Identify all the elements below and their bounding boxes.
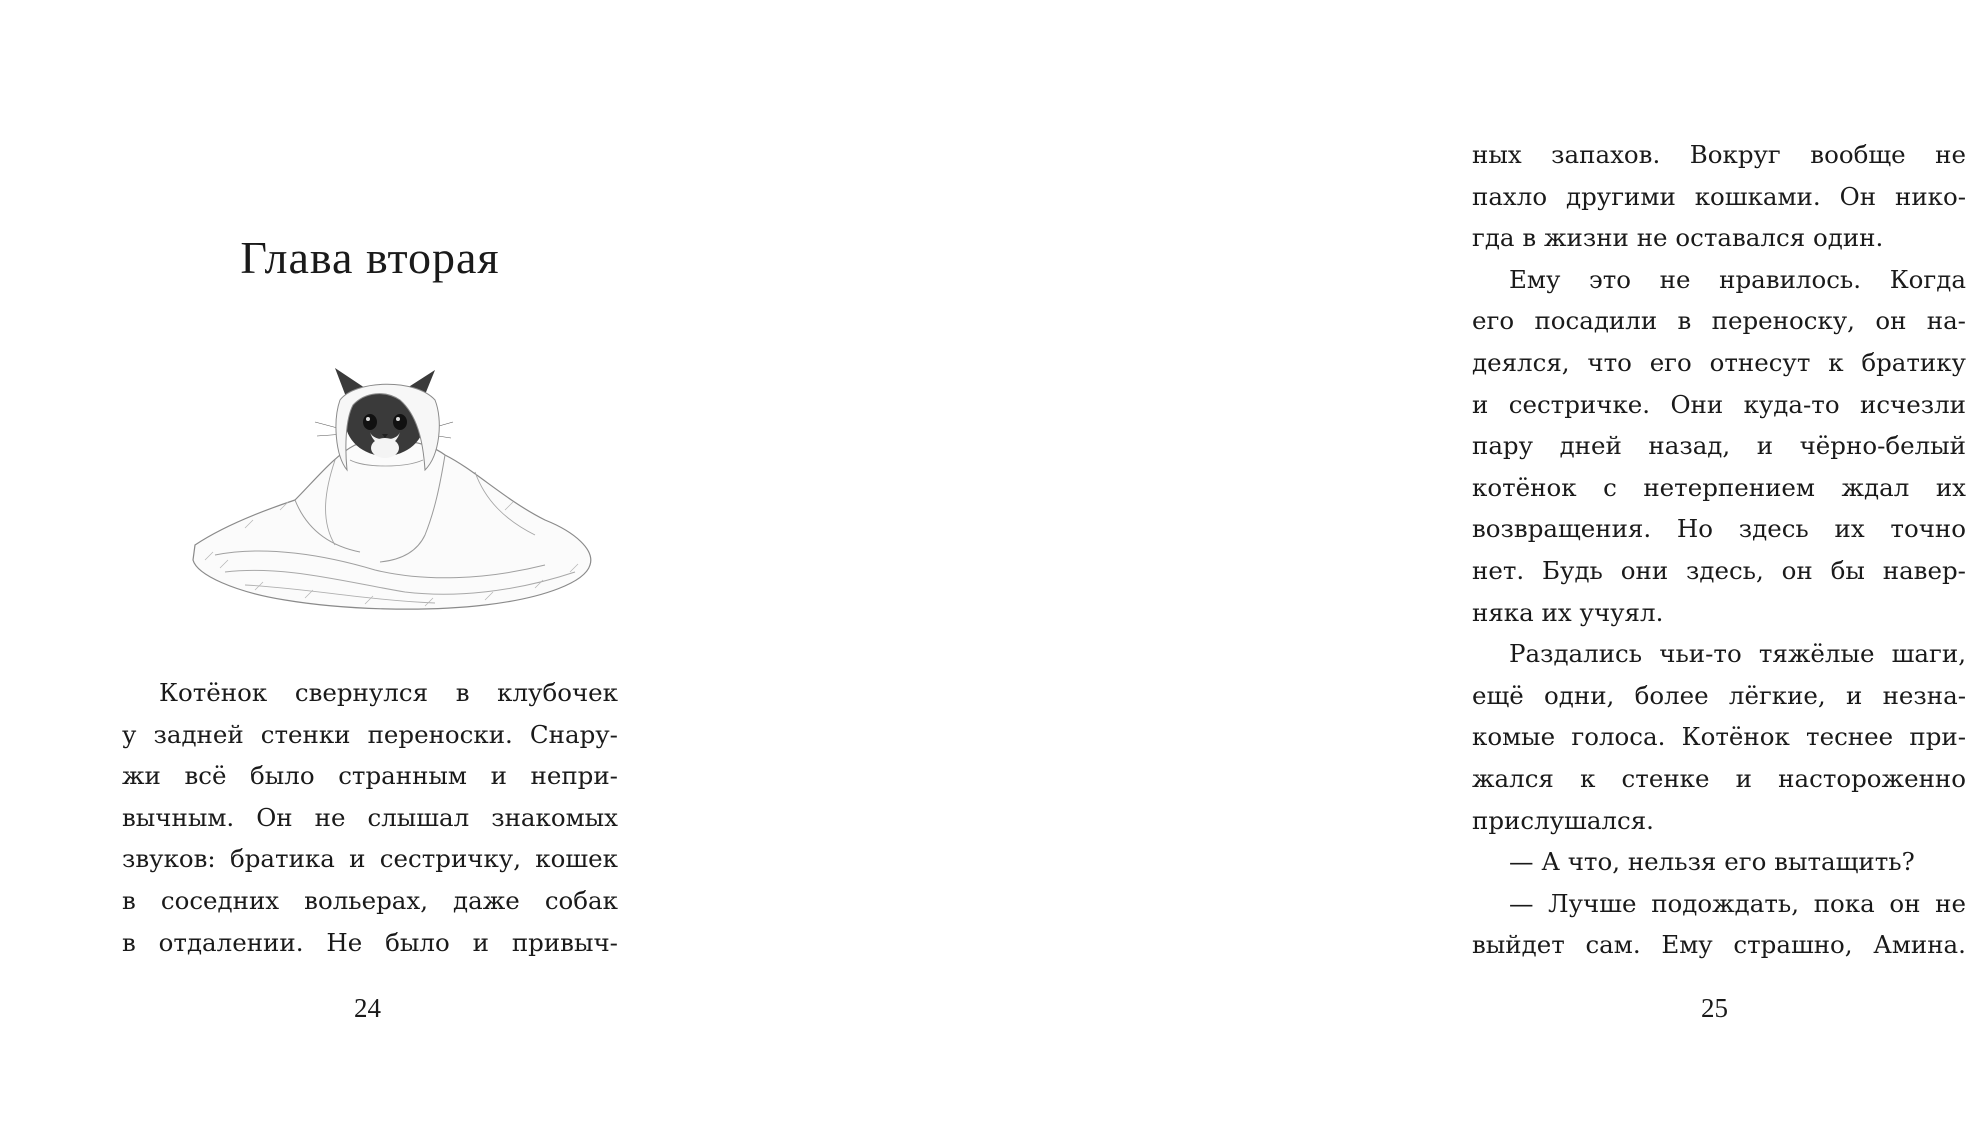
text-line: у задней стенки переноски. Снару- (122, 719, 618, 749)
left-page (0, 0, 696, 1125)
kitten-illustration (185, 360, 605, 620)
left-body-text (122, 672, 618, 963)
text-line: в отдалении. Не было и привыч- (122, 927, 618, 957)
text-line: звуков: братика и сестричку, кошек (122, 844, 618, 874)
text-line: — Лучше подождать, пока он не (1509, 888, 1966, 918)
text-line: и сестричке. Они куда-то исчезли (1472, 389, 1966, 419)
right-page (696, 0, 1966, 1125)
text-line: няка их учуял. (1472, 597, 1664, 627)
text-line: Раздались чьи-то тяжёлые шаги, (1509, 639, 1966, 669)
text-line: пару дней назад, и чёрно-белый (1472, 431, 1966, 461)
text-line: выйдет сам. Ему страшно, Амина. (1472, 930, 1966, 960)
text-line: возвращения. Но здесь их точно (1472, 514, 1966, 544)
text-line: ещё одни, более лёгкие, и незна- (1472, 680, 1966, 710)
text-line: в соседних вольерах, даже собак (122, 885, 618, 915)
right-body-text (1472, 134, 1966, 966)
text-line: — А что, нельзя его вытащить? (1509, 847, 1915, 877)
page-number-right: 25 (1701, 993, 1728, 1023)
text-line: гда в жизни не оставался один. (1472, 223, 1884, 253)
text-line: его посадили в переноску, он на- (1472, 306, 1966, 336)
text-line: нет. Будь они здесь, он бы навер- (1472, 555, 1966, 585)
text-line: пахло другими кошками. Он нико- (1472, 181, 1966, 211)
text-line: прислушался. (1472, 805, 1654, 835)
text-line: Ему это не нравилось. Когда (1509, 264, 1966, 294)
text-line: котёнок с нетерпением ждал их (1472, 472, 1966, 502)
page-number-left: 24 (354, 993, 381, 1023)
text-line: вычным. Он не слышал знакомых (122, 802, 618, 832)
text-line: Котёнок свернулся в клубочек (159, 678, 618, 707)
text-line: деялся, что его отнесут к братику (1472, 347, 1966, 377)
text-line: жался к стенке и настороженно (1472, 763, 1966, 793)
text-line: ных запахов. Вокруг вообще не (1472, 140, 1966, 169)
chapter-title: Глава вторая (240, 232, 500, 283)
text-line: комые голоса. Котёнок теснее при- (1472, 722, 1966, 752)
text-line: жи всё было странным и непри- (122, 761, 618, 791)
